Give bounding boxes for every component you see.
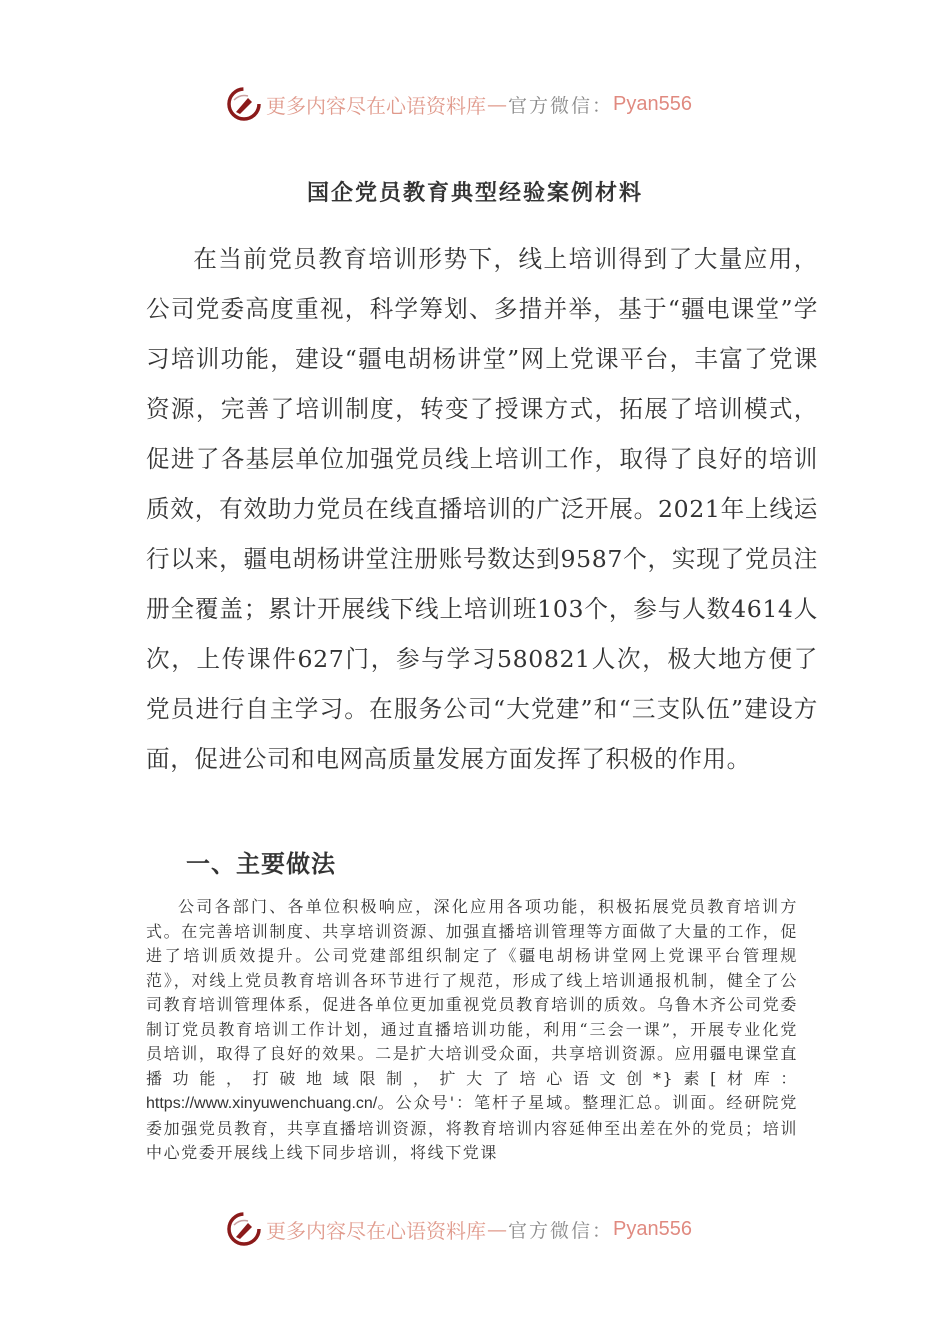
pen-nib-circle-icon: [226, 1211, 262, 1247]
intro-paragraph: 在当前党员教育培训形势下，线上培训得到了大量应用，公司党委高度重视，科学筹划、多措并举，基于“疆电课堂”学习培训功能，建设“疆电胡杨讲堂”网上党课平台，丰富了党课资源，完善了培训制度，转变了授课方式，拓展了培训模式，促进了各基层单位加强党员线上培训工作，取得了良好的培训质效，有效助力党员在线直播培训的广泛开展。2021年上线运行以来，疆电胡杨讲堂注册账号数达到9587个，实现了党员注册全覆盖；累计开展线下线上培训班103个，参与人数4614人次，上传课件627门，参与学习580821人次，极大地方便了党员进行自主学习。在服务公司“大党建”和“三支队伍”建设方面，促进公司和电网高质量发展方面发挥了积极的作用。: [146, 245, 818, 773]
watermark-wechat-label: 官方微信：: [508, 1219, 614, 1242]
document-title: 国企党员教育典型经验案例材料: [306, 181, 643, 206]
body-text-part1: 公司各部门、各单位积极响应，深化应用各项功能，积极拓展党员教育培训方式。在完善培训制度、共享培训资源、加强直播培训管理等方面做了大量的工作，促进了培训质效提升。公司党建部组织制定了《疆电胡杨讲堂网上党课平台管理规范》，对线上党员教育培训各环节进行了规范，形成了线上培训通报机制，健全了公司教育培训管理体系，促进各单位更加重视党员教育培训的质效。乌鲁木齐公司党委制订党员教育培训工作计划，通过直播培训功能，利用“三会一课”，开展专业化党员培训，取得了良好的效果。二是扩大培训受众面，共享培训资源。应用疆电课堂直播功能，打破地域限制，扩大了培心语文创*}素[材库：: [146, 897, 798, 1088]
watermark-banner-top: [226, 82, 726, 126]
body-text-part2: 。公众号'：笔杆子星域。整理汇总。训面。经研院党委加强党员教育，共享直播培训资源，将教育培训内容延伸至出差在外的党员；培训中心党委开展线上线下同步培训，将线下党课: [146, 1093, 798, 1162]
body-url-link[interactable]: https://www.xinyuwenchuang.cn/: [146, 1095, 378, 1112]
pen-nib-circle-icon: [226, 86, 262, 122]
body-paragraph: [146, 895, 798, 1166]
watermark-brand-text: 更多内容尽在心语资料库: [266, 1218, 486, 1243]
watermark-separator: —: [487, 92, 507, 116]
watermark-separator: —: [487, 1217, 507, 1241]
section-heading: 一、主要做法: [186, 850, 336, 878]
watermark-wechat-id: Pyan556: [613, 1217, 692, 1240]
watermark-banner-bottom: [226, 1207, 726, 1251]
watermark-brand-text: 更多内容尽在心语资料库: [266, 93, 486, 118]
watermark-wechat-id: Pyan556: [613, 92, 692, 115]
watermark-wechat-label: 官方微信：: [508, 94, 614, 117]
